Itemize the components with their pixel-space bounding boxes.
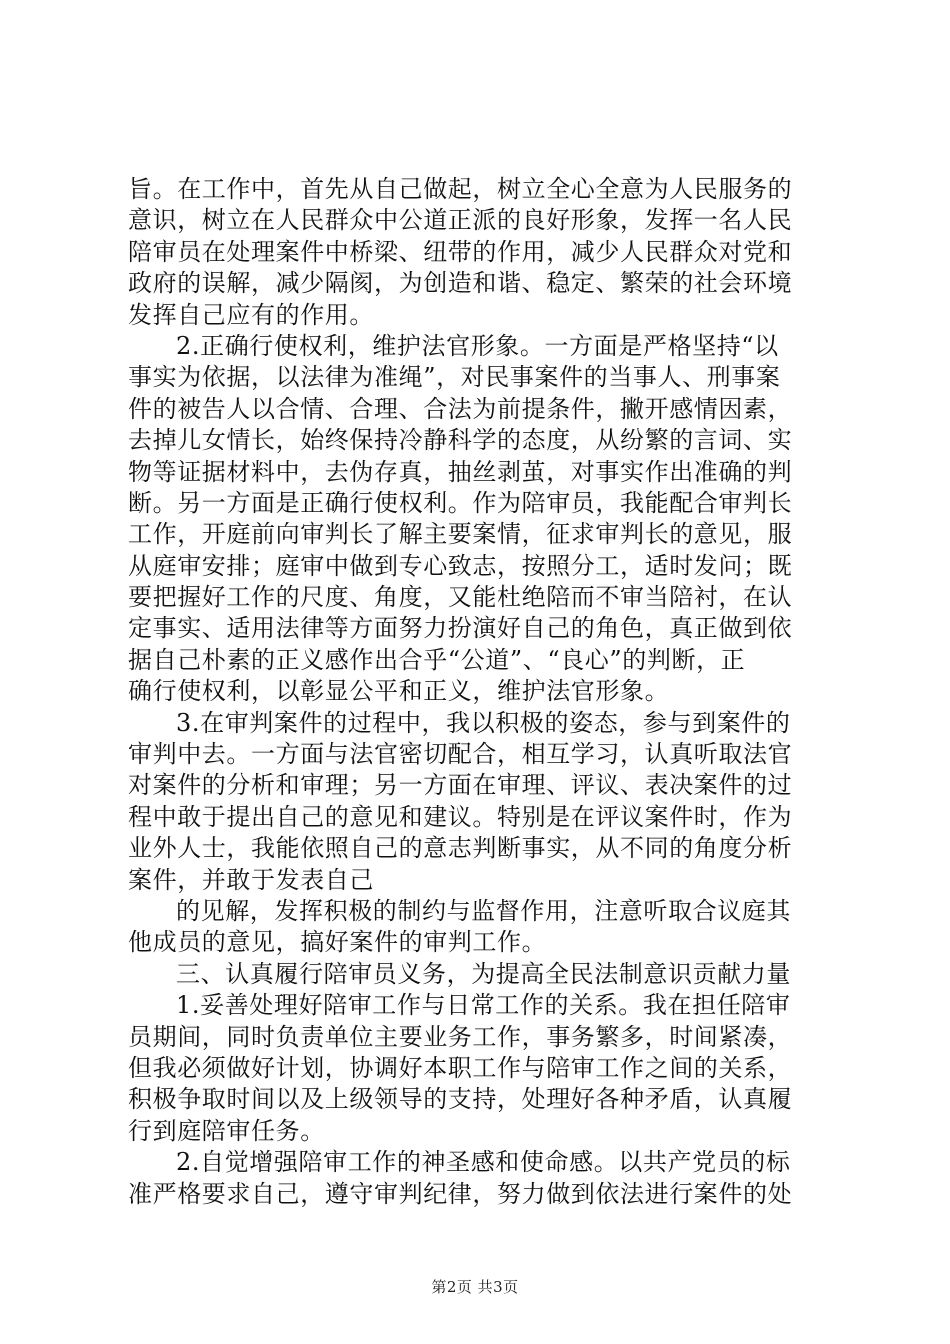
text-line: 断。另一方面是正确行使权利。作为陪审员，我能配合审判长: [128, 488, 793, 517]
text-line: 事实为依据，以法律为准绳”，对民事案件的当事人、刑事案: [128, 363, 781, 392]
page-number-footer: 第2页 共3页: [431, 1278, 519, 1296]
text-line: 对案件的分析和审理；另一方面在审理、评议、表决案件的过: [128, 771, 793, 800]
document-body: [128, 174, 828, 1210]
paragraph-start-line: 2.自觉增强陪审工作的神圣感和使命感。以共产党员的标: [176, 1148, 791, 1177]
paragraph-start-line: 1.妥善处理好陪审工作与日常工作的关系。我在担任陪审: [176, 991, 791, 1020]
section-heading: 三、认真履行陪审员义务，为提高全民法制意识贡献力量: [176, 959, 791, 988]
text-line: 他成员的意见，搞好案件的审判工作。: [128, 928, 547, 957]
text-line: 员期间，同时负责单位主要业务工作，事务繁多，时间紧凑，: [128, 1022, 793, 1051]
text-line: 从庭审安排；庭审中做到专心致志，按照分工，适时发问；既: [128, 551, 793, 580]
text-line: 发挥自己应有的作用。: [128, 300, 374, 329]
paragraph-start-line: 3.在审判案件的过程中，我以积极的姿态，参与到案件的: [176, 708, 791, 737]
text-line: 去掉儿女情长，始终保持冷静科学的态度，从纷繁的言词、实: [128, 426, 793, 455]
text-line: 定事实、适用法律等方面努力扮演好自己的角色，真正做到依: [128, 614, 793, 643]
text-line: 积极争取时间以及上级领导的支持，处理好各种矛盾，认真履: [128, 1085, 793, 1114]
text-line: 案件，并敢于发表自己: [128, 865, 374, 894]
text-line: 陪审员在处理案件中桥梁、纽带的作用，减少人民群众对党和: [128, 237, 793, 266]
text-line: 意识，树立在人民群众中公道正派的良好形象，发挥一名人民: [128, 206, 793, 235]
text-line: 据自己朴素的正义感作出合乎“公道”、“良心”的判断，正: [128, 645, 746, 674]
text-line: 确行使权利，以彰显公平和正义，维护法官形象。: [128, 677, 670, 706]
text-line: 业外人士，我能依照自己的意志判断事实，从不同的角度分析: [128, 834, 793, 863]
text-line: 要把握好工作的尺度、角度，又能杜绝陪而不审当陪衬，在认: [128, 583, 793, 612]
text-line: 准严格要求自己，遵守审判纪律，努力做到依法进行案件的处: [128, 1179, 793, 1208]
paragraph-start-line: 的见解，发挥积极的制约与监督作用，注意听取合议庭其: [176, 896, 791, 925]
text-line: 行到庭陪审任务。: [128, 1116, 325, 1145]
text-line: 审判中去。一方面与法官密切配合，相互学习，认真听取法官: [128, 740, 793, 769]
text-line: 但我必须做好计划，协调好本职工作与陪审工作之间的关系，: [128, 1053, 793, 1082]
text-line: 程中敢于提出自己的意见和建议。特别是在评议案件时，作为: [128, 802, 793, 831]
text-line: 件的被告人以合情、合理、合法为前提条件，撇开感情因素，: [128, 394, 793, 423]
text-line: 旨。在工作中，首先从自己做起，树立全心全意为人民服务的: [128, 175, 793, 203]
paragraph-start-line: 2.正确行使权利，维护法官形象。一方面是严格坚持“以: [176, 331, 779, 360]
text-line: 物等证据材料中，去伪存真，抽丝剥茧，对事实作出准确的判: [128, 457, 793, 486]
text-line: 政府的误解，减少隔阂，为创造和谐、稳定、繁荣的社会环境: [128, 269, 793, 298]
text-line: 工作，开庭前向审判长了解主要案情，征求审判长的意见，服: [128, 520, 793, 549]
